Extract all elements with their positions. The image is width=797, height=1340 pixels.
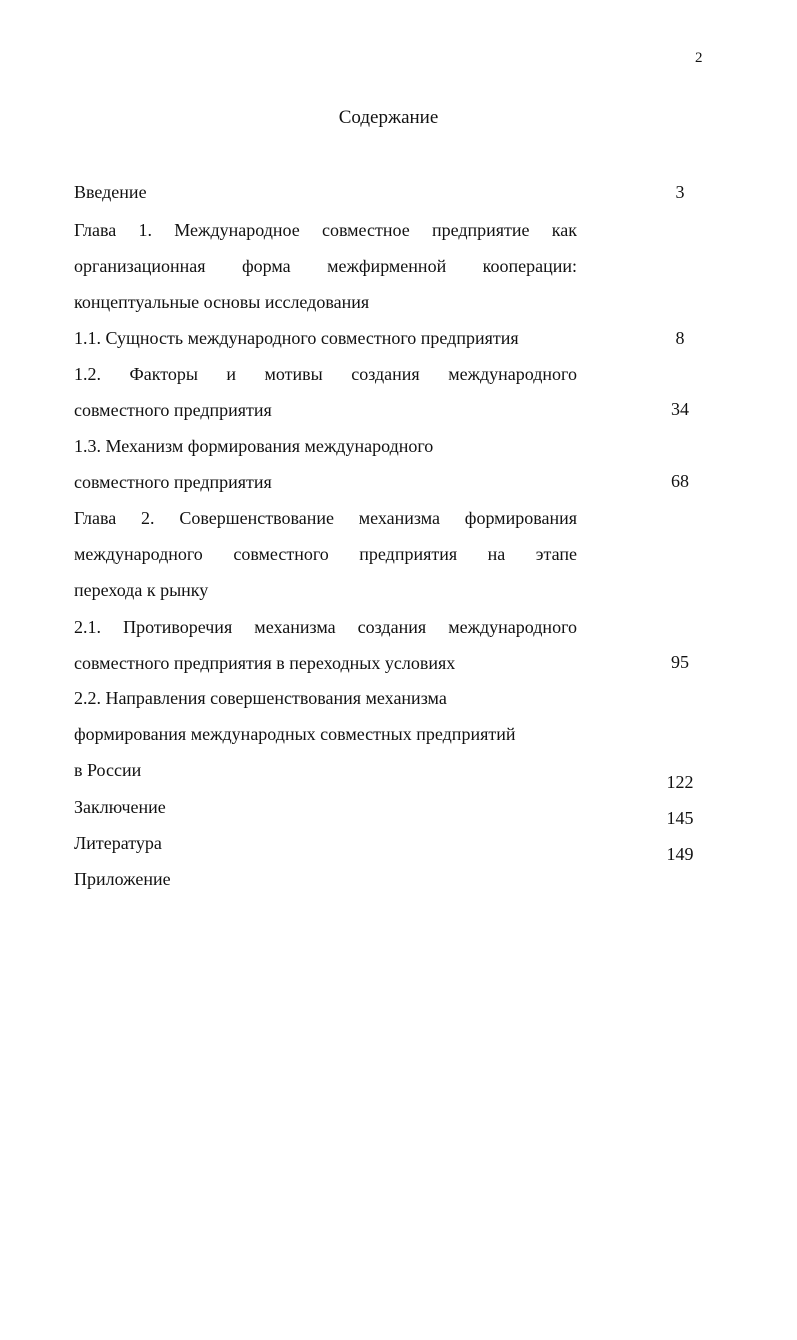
toc-entry-line: Заключение	[74, 797, 166, 817]
toc-entry-page: 68	[671, 471, 689, 491]
toc-entry-page: 3	[675, 182, 685, 202]
toc-entry-line: в России	[74, 760, 142, 780]
toc-entry-line: организационная форма межфирменной кооперации:	[74, 256, 577, 276]
toc-entry-line: Приложение	[74, 869, 171, 889]
toc-entry-page: 95	[671, 652, 689, 672]
toc-title: Содержание	[338, 107, 439, 128]
toc-entry-section-1-3	[74, 428, 577, 500]
toc-entry-section-1-2	[74, 356, 577, 428]
toc-entry-literature	[74, 825, 577, 861]
toc-entry-line: 1.2. Факторы и мотивы создания международного	[74, 364, 577, 384]
page-number: 2	[695, 50, 703, 66]
toc-entry-line: Глава 2. Совершенствование механизма формирования	[74, 508, 577, 528]
toc-entry-conclusion	[74, 789, 577, 825]
toc-entry-line: концептуальные основы исследования	[74, 292, 370, 312]
toc-entry-page: 8	[675, 328, 685, 348]
toc-entry-section-2-1	[74, 609, 577, 681]
toc-entry-chapter-2	[74, 500, 577, 608]
toc-entry-line: совместного предприятия	[74, 400, 272, 420]
toc-entry-line: 2.2. Направления совершенствования механизма	[74, 688, 447, 708]
toc-entry-line: перехода к рынку	[74, 580, 209, 600]
toc-entry-line: 1.1. Сущность международного совместного предприятия	[74, 328, 519, 348]
toc-entry-line: формирования международных совместных предприятий	[74, 724, 516, 744]
toc-entry-line: Глава 1. Международное совместное предприятие как	[74, 220, 577, 240]
toc-entry-line: 2.1. Противоречия механизма создания международного	[74, 617, 577, 637]
toc-entry-line: совместного предприятия в переходных условиях	[74, 653, 456, 673]
toc-entry-section-2-2	[74, 680, 577, 788]
toc-entry-line: совместного предприятия	[74, 472, 272, 492]
toc-entry-page: 149	[666, 844, 694, 864]
toc-entry-chapter-1	[74, 212, 577, 320]
toc-entry-line: Введение	[74, 182, 147, 202]
toc-entry-appendix	[74, 861, 577, 897]
toc-entry-line: Литература	[74, 833, 162, 853]
toc-entry-line: 1.3. Механизм формирования международного	[74, 436, 434, 456]
toc-entry-page: 122	[666, 772, 694, 792]
toc-entry-page: 145	[666, 808, 694, 828]
toc-entry-line: международного совместного предприятия на этапе	[74, 544, 577, 564]
toc-entry-section-1-1	[74, 320, 577, 356]
toc-entry-page: 34	[671, 399, 689, 419]
toc-entry-introduction	[74, 174, 577, 210]
